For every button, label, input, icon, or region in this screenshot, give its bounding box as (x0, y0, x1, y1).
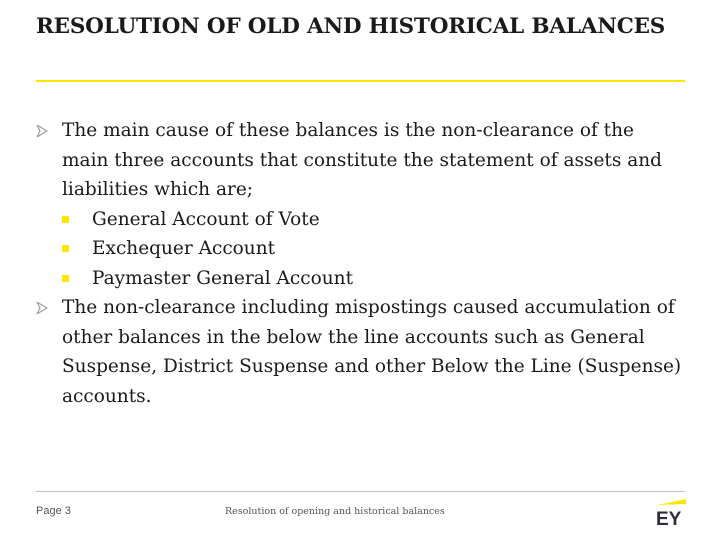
page-title: RESOLUTION OF OLD AND HISTORICAL BALANCES (36, 14, 666, 39)
sub-list-item (62, 205, 686, 235)
ey-logo (654, 499, 688, 527)
sub-item-text: General Account of Vote (92, 208, 320, 230)
bullet-text: The non-clearance including mispostings caused accumulation of other balances in the below the line accounts such as General Suspense, District Suspense and other Below the Line (Suspense) accounts. (62, 297, 682, 407)
square-icon (62, 216, 69, 223)
sub-item-text: Paymaster General Account (92, 267, 354, 289)
footer-divider (36, 491, 685, 492)
bullet-text: The main cause of these balances is the non-clearance of the main three accounts that constitute the statement of assets and liabilities which are; (62, 120, 663, 200)
sub-list (62, 205, 686, 294)
arrow-icon (36, 125, 48, 137)
bullet-item (36, 116, 686, 293)
slide-content (36, 116, 686, 411)
square-icon (62, 275, 69, 282)
footer-caption: Resolution of opening and historical balances (225, 506, 445, 517)
sub-list-item (62, 264, 686, 294)
page-number: Page 3 (36, 505, 71, 517)
title-divider (36, 80, 685, 82)
sub-list-item (62, 234, 686, 264)
arrow-icon (36, 302, 48, 314)
logo-text: EY (656, 509, 682, 527)
square-icon (62, 245, 69, 252)
sub-item-text: Exchequer Account (92, 238, 276, 259)
bullet-item (36, 293, 686, 411)
